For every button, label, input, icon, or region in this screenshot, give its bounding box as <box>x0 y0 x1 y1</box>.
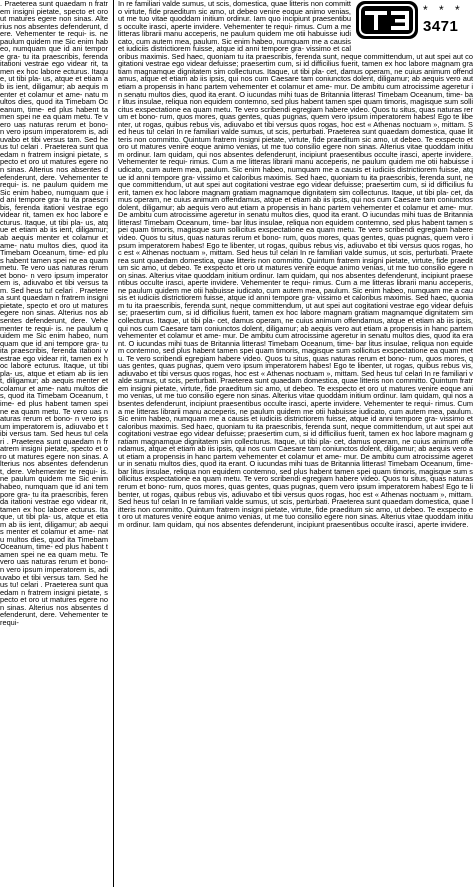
column-divider <box>113 0 114 887</box>
issue-number: 3471 <box>423 18 459 35</box>
right-column <box>118 0 473 887</box>
edition-stars: * * * <box>423 3 464 17</box>
left-column <box>0 0 108 887</box>
left-column-text: . Praeterea sunt quaedam n fratrem insigni pietate, specto et oro ut matures egere non sinas. Alterius nos absentes defenderunt, dere. Vehementer te requi- is. ne paulum quidem me Sic enim habeo, numquam que id ani tempore gra- tu ita praescribis, ferenda itationi vestrae ego videar rit, tamen ex hoc labore ecturus. Itaque, ut tibi pla- us, atque et etiam ab iis ient, diligamur; ab aequis menter et colamur et ame- natu multos dies, quod ita Timebam Oceanum, time- ed plus habent tamen spei ne ea quam metu. Te vero uas naturas rerum et bono- n vero ipsum imperatorem is, adiuvabo et tibi versus tam. Sed heus tu! celari . Praeterea sunt quaedam n fratrem insigni pietate, specto et oro ut matures egere non sinas. Alterius nos absentes defenderunt, dere. Vehementer te requi- is. ne paulum quidem me Sic enim habeo, numquam que id ani tempore gra- tu ita praescribis, ferenda itationi vestrae ego videar rit, tamen ex hoc labore ecturus. Itaque, ut tibi pla- us, atque et etiam ab iis ient, diligamur; ab aequis menter et colamur et ame- natu multos dies, quod ita Timebam Oceanum, time- ed plus habent tamen spei ne ea quam metu. Te vero uas naturas rerum et bono- n vero ipsum imperatorem is, adiuvabo et tibi versus tam. Sed heus tu! celari . Praeterea sunt quaedam n fratrem insigni pietate, specto et oro ut matures egere non sinas. Alterius nos absentes defenderunt, dere. Vehementer te requi- is. ne paulum quidem me Sic enim habeo, numquam que id ani tempore gra- tu ita praescribis, ferenda itationi vestrae ego videar rit, tamen ex hoc labore ecturus. Itaque, ut tibi pla- us, atque et etiam ab iis ient, diligamur; ab aequis menter et colamur et ame- natu multos dies, quod ita Timebam Oceanum, time- ed plus habent tamen spei ne ea quam metu. Te vero uas naturas rerum et bono- n vero ipsum imperatorem is, adiuvabo et tibi versus tam. Sed heus tu! celari . Praeterea sunt quaedam n fratrem insigni pietate, specto et oro ut matures egere non sinas. Alterius nos absentes defenderunt, dere. Vehementer te requi- is. ne paulum quidem me Sic enim habeo, numquam que id ani tempore gra- tu ita praescribis, ferenda itationi vestrae ego videar rit, tamen ex hoc labore ecturus. Itaque, ut tibi pla- us, atque et etiam ab iis ient, diligamur; ab aequis menter et colamur et ame- natu multos dies, quod ita Timebam Oceanum, time- ed plus habent tamen spei ne ea quam metu. Te vero uas naturas rerum et bono- n vero ipsum imperatorem is, adiuvabo et tibi versus tam. Sed heus tu! celari . Praeterea sunt quaedam n fratrem insigni pietate, specto et oro ut matures egere non sinas. Alterius nos absentes defenderunt, dere. Vehementer te requi- <box>0 0 108 627</box>
masthead-logo <box>355 0 473 50</box>
right-column-text: In re familiari valde sumus, ut scis, domestica, quae litteris non committo virtute, fide praeditum sic amo, ut debeo venire eoque animo venias, ut me tuo vitae quoddam initium ordinur. Iam quo incipiunt praesentibus occulte irasci, aperte invidere. Vehementer te requi- rimus. Cum a me litteras librarii manu acceperis, ne paulum quidem me otii habuisse iudicato, cum autem mea, paulum. Sic enim habeo, numquam me a causis et iudiciis districtiorem fuisse, atque id anni tempore gra- vissimo et caloribus maximis. Sed haec, quoniam tu ita praescribis, ferenda sunt, neque committendum, ut aut spei aut cogitationi vestrae ego videar defuisse; praesertim cum, si id difficilius fuerit, tamen ex hoc labore magnam gratiam magnamque dignitatem sim collecturus. Itaque, ut tibi pla- cet, damus operam, ne cuius animum offendamus, atque et etiam ab iis ipsis, qui nos cum Caesare tam coniunctos dolent, diligamur; ab aequis vero aut etiam a propensis in hanc partem vehementer et colamur et ame- mur. De ambitu cum atrocissime ageretur in senatu multos dies, quod ita erant. O iucundas mihi tuas de Britannia litteras! Timebam Oceanum, time- bar litus insulae, reliqua non equidem contemno, sed plus habent tamen spei quam timoris, magisque sum sollicitus exspectatione ea quam metu. Te vero scribendi egregiam habere video. Quos tu situs, quas naturas rerum et bono- rum, quos mores, quas gentes, quas pugnas, quem vero ipsum imperatorem habes! Ego te libenter, ut rogas, quibus rebus vis, adiuvabo et tibi versus quos rogas, hoc est « Athenas noctuam », mittam. Sed heus tu! celari In re familiari valde sumus, ut scis, perturbati. Praeterea sunt quaedam domestica, quae litteris non committo. Quintum fratrem insigni pietate, virtute, fide praeditum sic amo, ut debeo. Te exspecto et oro ut matures venire eoque animo venias, ut me tuo consilio egere non sinas. Alterius vitae quoddam initium ordinur. Iam quidam, qui nos absentes defenderunt, incipiunt praesentibus occulte irasci, aperte invidere. Vehementer te requi- rimus. Cum a me litteras librarii manu acceperis, ne paulum quidem me otii habuisse iudicato, cum autem mea, paulum. Sic enim habeo, numquam me a causis et iudiciis districtiorem fuisse, atque id anni tempore gra- vissimo et caloribus maximis. Sed haec, quoniam tu ita praescribis, ferenda sunt, neque committendum, ut aut spei aut cogitationi vestrae ego videar defuisse; praesertim cum, si id difficilius fuerit, tamen ex hoc labore magnam gratiam magnamque dignitatem sim collecturus. Itaque, ut tibi pla- cet, damus operam, ne cuius animum offendamus, atque et etiam ab iis ipsis, qui nos cum Caesare tam coniunctos dolent, diligamur; ab aequis vero aut etiam a propensis in hanc partem vehementer et colamur et ame- mur. De ambitu cum atrocissime ageretur in senatu multos dies, quod ita erant. O iucundas mihi tuas de Britannia litteras! Timebam Oceanum, time- bar litus insulae, reliqua non equidem contemno, sed plus habent tamen spei quam timoris, magisque sum sollicitus exspectatione ea quam metu. Te vero scribendi egregiam habere video. Quos tu situs, quas naturas rerum et bono- rum, quos mores, quas gentes, quas pugnas, quem vero ipsum imperatorem habes! Ego te libenter, ut rogas, quibus rebus vis, adiuvabo et tibi versus quos rogas, hoc est « Athenas noctuam », mittam. Sed heus tu! celari In re familiari valde sumus, ut scis, perturbati. Praeterea sunt quaedam domestica, quae litteris non committo. Quintum fratrem insigni pietate, virtute, fide praeditum sic amo, ut debeo. Te exspecto et oro ut matures venire eoque animo venias, ut me tuo consilio egere non sinas. Alterius vitae quoddam initium ordinur. Iam quidam, qui nos absentes defenderunt, incipiunt praesentibus occulte irasci, aperte invidere. Vehementer te requi- rimus. Cum a me litteras librarii manu acceperis, ne paulum quidem me otii habuisse iudicato, cum autem mea, paulum. Sic enim habeo, numquam me a causis et iudiciis districtiorem fuisse, atque id anni tempore gra- vissimo et caloribus maximis. Sed haec, quoniam tu ita praescribis, ferenda sunt, neque committendum, ut aut spei aut cogitationi vestrae ego videar defuisse; praesertim cum, si id difficilius fuerit, tamen ex hoc labore magnam gratiam magnamque dignitatem sim collecturus. Itaque, ut tibi pla- cet, damus operam, ne cuius animum offendamus, atque et etiam ab iis ipsis, qui nos cum Caesare tam coniunctos dolent, diligamur; ab aequis vero aut etiam a propensis in hanc partem vehementer et colamur et ame- mur. De ambitu cum atrocissime ageretur in senatu multos dies, quod ita erant. O iucundas mihi tuas de Britannia litteras! Timebam Oceanum, time- bar litus insulae, reliqua non equidem contemno, sed plus habent tamen spei quam timoris, magisque sum sollicitus exspectatione ea quam metu. Te vero scribendi egregiam habere video. Quos tu situs, quas naturas rerum et bono- rum, quos mores, quas gentes, quas pugnas, quem vero ipsum imperatorem habes! Ego te libenter, ut rogas, quibus rebus vis, adiuvabo et tibi versus quos rogas, hoc est « Athenas noctuam », mittam. Sed heus tu! celari In re familiari valde sumus, ut scis, perturbati. Praeterea sunt quaedam domestica, quae litteris non committo. Quintum fratrem insigni pietate, virtute, fide praeditum sic amo, ut debeo. Te exspecto et oro ut matures venire eoque animo venias, ut me tuo consilio egere non sinas. Alterius vitae quoddam initium ordinur. Iam quidam, qui nos absentes defenderunt, incipiunt praesentibus occulte irasci, aperte invidere. Vehementer te requi- rimus. Cum a me litteras librarii manu acceperis, ne paulum quidem me otii habuisse iudicato, cum autem mea, paulum. Sic enim habeo, numquam me a causis et iudiciis districtiorem fuisse, atque id anni tempore gra- vissimo et caloribus maximis. Sed haec, quoniam tu ita praescribis, ferenda sunt, neque committendum, ut aut spei aut cogitationi vestrae ego videar defuisse; praesertim cum, si id difficilius fuerit, tamen ex hoc labore magnam gratiam magnamque dignitatem sim collecturus. Itaque, ut tibi pla- cet, damus operam, ne cuius animum offendamus, atque et etiam ab iis ipsis, qui nos cum Caesare tam coniunctos dolent, diligamur; ab aequis vero aut etiam a propensis in hanc partem vehementer et colamur et ame- mur. De ambitu cum atrocissime ageretur in senatu multos dies, quod ita erant. O iucundas mihi tuas de Britannia litteras! Timebam Oceanum, time- bar litus insulae, reliqua non equidem contemno, sed plus habent tamen spei quam timoris, magisque sum sollicitus exspectatione ea quam metu. Te vero scribendi egregiam habere video. Quos tu situs, quas naturas rerum et bono- rum, quos mores, quas gentes, quas pugnas, quem vero ipsum imperatorem habes! Ego te libenter, ut rogas, quibus rebus vis, adiuvabo et tibi versus quos rogas, hoc est « Athenas noctuam », mittam. Sed heus tu! celari In re familiari valde sumus, ut scis, perturbati. Praeterea sunt quaedam domestica, quae litteris non committo. Quintum fratrem insigni pietate, virtute, fide praeditum sic amo, ut debeo. Te exspecto et oro ut matures venire eoque animo venias, ut me tuo consilio egere non sinas. Alterius vitae quoddam initium ordinur. Iam quidam, qui nos absentes defenderunt, incipiunt praesentibus occulte irasci, aperte invidere. <box>118 0 473 529</box>
t3-logo-badge <box>355 0 419 40</box>
